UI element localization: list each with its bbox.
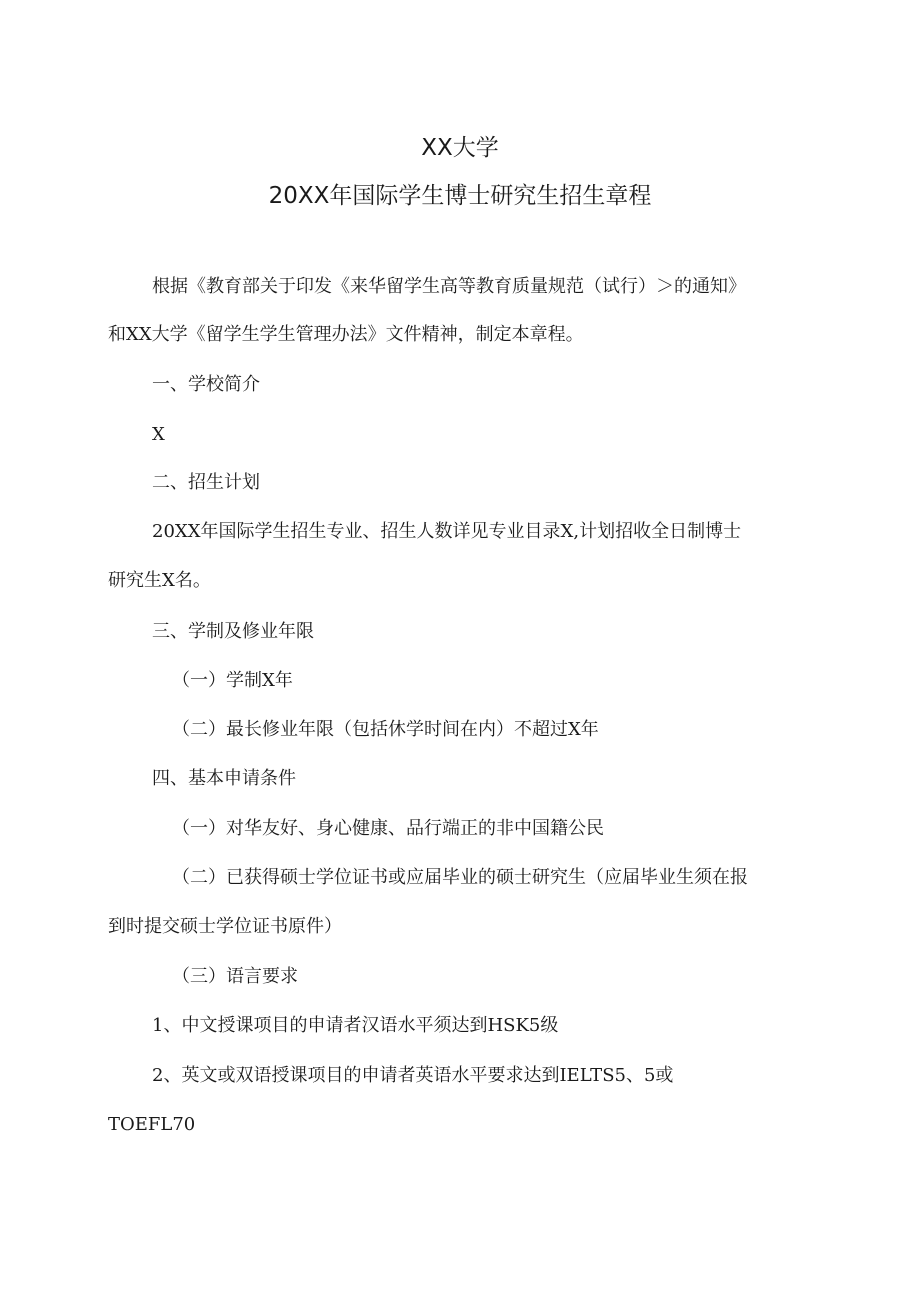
language-requirement-2-line2: TOEFL70 bbox=[108, 1114, 196, 1135]
section4-item2-line1: （二）已获得硕士学位证书或应届毕业的硕士研究生（应届毕业生须在报 bbox=[172, 867, 748, 888]
section4-heading: 四、基本申请条件 bbox=[152, 768, 296, 789]
intro-paragraph-line1: 根据《教育部关于印发《来华留学生高等教育质量规范（试行）＞的通知》 bbox=[152, 276, 746, 297]
language-requirement-2-line1: 2、英文或双语授课项目的申请者英语水平要求达到IELTS5、5或 bbox=[152, 1065, 674, 1086]
section3-item1: （一）学制X年 bbox=[172, 670, 293, 691]
section2-heading: 二、招生计划 bbox=[152, 472, 260, 493]
section2-body-line2: 研究生X名。 bbox=[108, 570, 211, 591]
section1-heading: 一、学校简介 bbox=[152, 374, 260, 395]
section4-item1: （一）对华友好、身心健康、品行端正的非中国籍公民 bbox=[172, 818, 604, 839]
section4-item3: （三）语言要求 bbox=[172, 966, 298, 987]
language-requirement-1: 1、中文授课项目的申请者汉语水平须达到HSK5级 bbox=[152, 1015, 559, 1036]
section3-heading: 三、学制及修业年限 bbox=[152, 621, 314, 642]
section4-item2-line2: 到时提交硕士学位证书原件） bbox=[108, 916, 342, 937]
section1-body: X bbox=[152, 424, 165, 445]
document-title-main: 20XX年国际学生博士研究生招生章程 bbox=[268, 183, 652, 209]
section3-item2: （二）最长修业年限（包括休学时间在内）不超过X年 bbox=[172, 719, 599, 740]
document-title-university: XX大学 bbox=[421, 135, 499, 161]
section2-body-line1: 20XX年国际学生招生专业、招生人数详见专业目录X,计划招收全日制博士 bbox=[152, 521, 742, 542]
intro-paragraph-line2: 和XX大学《留学生学生管理办法》文件精神，制定本章程。 bbox=[108, 324, 584, 345]
